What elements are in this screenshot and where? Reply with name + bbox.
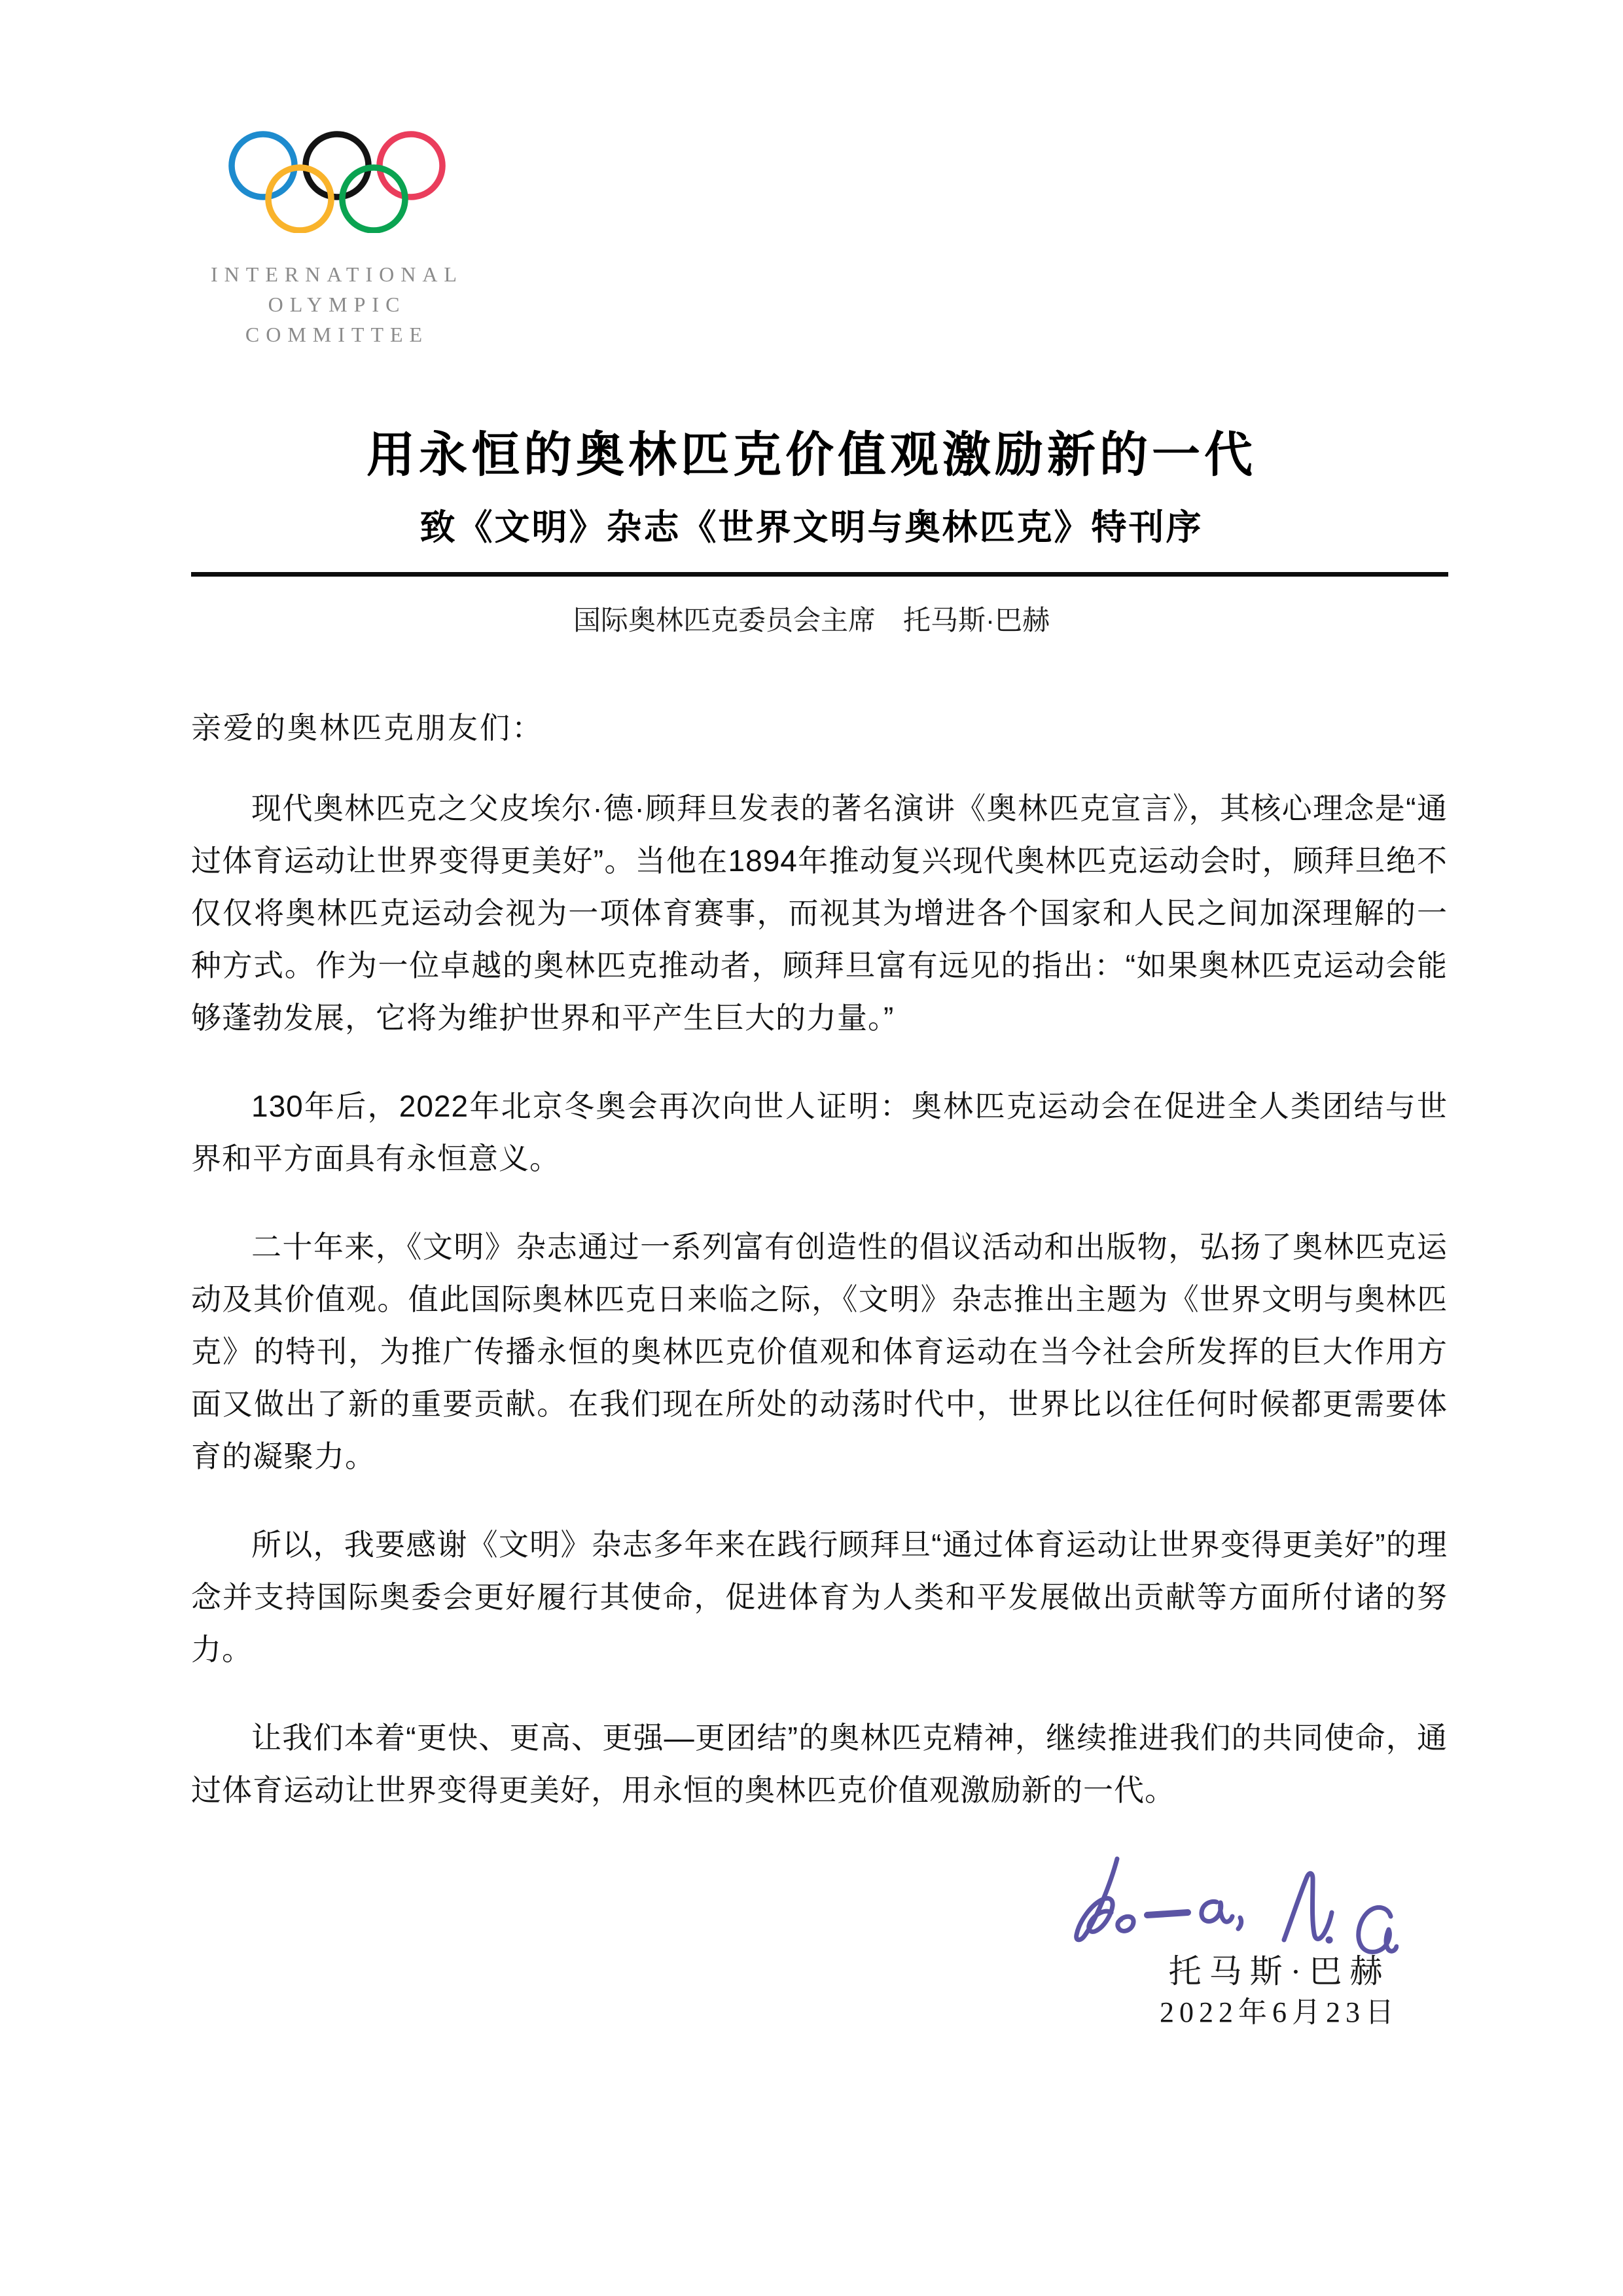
ring-yellow (268, 168, 331, 230)
letter-paragraph: 130年后，2022年北京冬奥会再次向世人证明：奥林匹克运动会在促进全人类团结与世界和平方面具有永恒意义。 (191, 1089, 1448, 1175)
signature-stroke (1147, 1912, 1188, 1915)
ioc-org-name (193, 259, 481, 350)
ioc-org-name-line: OLYMPIC (268, 293, 406, 316)
letter-paragraph: 让我们本着“更快、更高、更强—更团结”的奥林匹克精神，继续推进我们的共同使命，通过体育运动让世界变得更美好，用永恒的奥林匹克价值观激励新的一代。 (191, 1721, 1448, 1807)
ring-black (306, 134, 368, 197)
signature-stroke (1077, 1859, 1117, 1940)
letter-paragraph: 二十年来，《文明》杂志通过一系列富有创造性的倡议活动和出版物，弘扬了奥林匹克运动及其价值观。值此国际奥林匹克日来临之际，《文明》杂志推出主题为《世界文明与奥林匹克》的特刊，为推广传播永恒的奥林匹克价值观和体育运动在当今社会所发挥的巨大作用方面又做出了新的重要贡献。在我们现在所处的动荡时代中，世界比以往任何时候都更需要体育的凝聚力。 (191, 1230, 1448, 1473)
ring-green (342, 168, 405, 230)
byline: 国际奥林匹克委员会主席 托马斯·巴赫 (573, 605, 1050, 636)
signature-stroke (1359, 1907, 1397, 1952)
ioc-logo (193, 131, 481, 350)
olympic-rings-icon (228, 131, 446, 233)
page-title: 用永恒的奥林匹克价值观激励新的一代 (366, 429, 1257, 482)
letter-paragraph: 现代奥林匹克之父皮埃尔·德·顾拜旦发表的著名演讲《奥林匹克宣言》，其核心理念是“通过体育运动让世界变得更美好”。当他在1894年推动复兴现代奥林匹克运动会时，顾拜旦绝不仅仅将奥林匹克运动会视为一项体育赛事，而视其为增进各个国家和人民之间加深理解的一种方式。作为一位卓越的奥林匹克推动者，顾拜旦富有远见的指出：“如果奥林匹克运动会能够蓬勃发展，它将为维护世界和平产生巨大的力量。” (191, 791, 1448, 1035)
signature-stroke (1284, 1873, 1332, 1940)
signature-stroke (1238, 1918, 1241, 1929)
signature-stroke (1118, 1916, 1133, 1931)
letter-paragraph: 所以，我要感谢《文明》杂志多年来在践行顾拜旦“通过体育运动让世界变得更美好”的理念并支持国际奥委会更好履行其使命，促进体育为人类和平发展做出贡献等方面所付诸的努力。 (191, 1528, 1448, 1666)
signature-stroke (1202, 1901, 1232, 1922)
header-divider (191, 572, 1448, 577)
ring-red (380, 134, 442, 197)
letter-body (191, 782, 1448, 1816)
ioc-org-name-line: COMMITTEE (245, 323, 429, 346)
ioc-org-name-line: INTERNATIONAL (211, 262, 463, 286)
signatory-name: 托马斯·巴赫 (1168, 1953, 1391, 1990)
ring-blue (232, 134, 294, 197)
salutation: 亲爱的奥林匹克朋友们： (191, 711, 544, 745)
page-subtitle: 致《文明》杂志《世界文明与奥林匹克》特刊序 (419, 508, 1204, 547)
signature-date: 2022年6月23日 (1160, 1996, 1399, 2028)
